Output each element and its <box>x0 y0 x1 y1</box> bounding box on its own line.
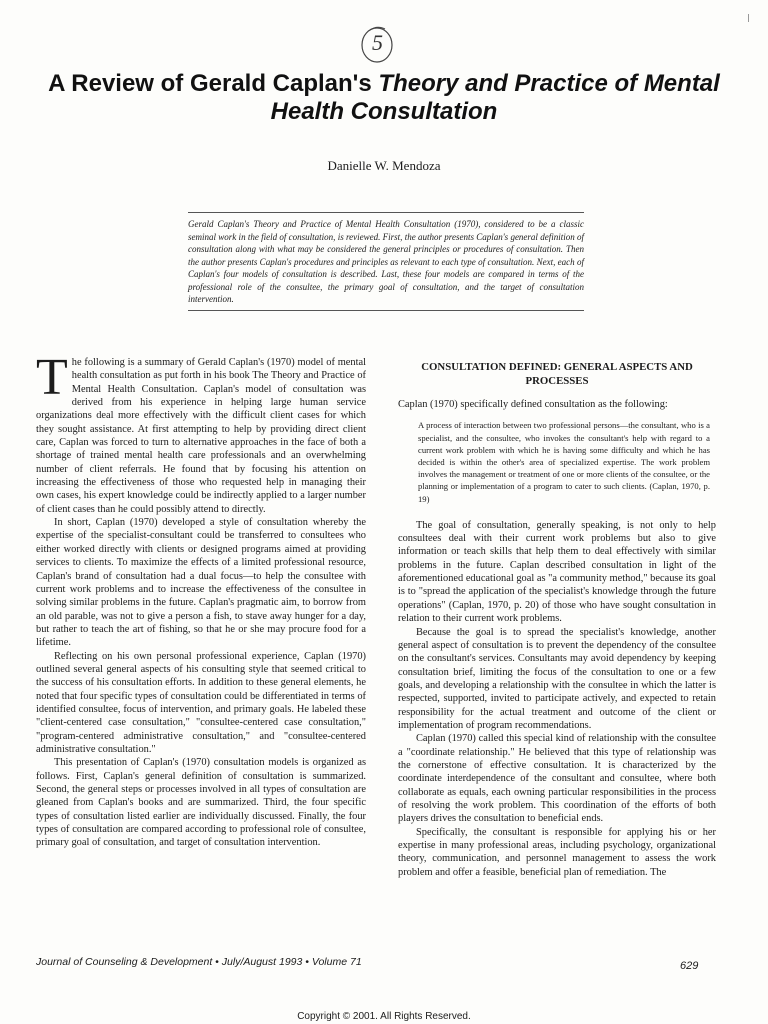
paragraph: This presentation of Caplan's (1970) consultation models is organized as follows. First, Caplan's general definition of consultation is summarized. Second, the general steps or processes involved in all types of consultation are gleaned from Caplan's books and are summarized. Third, the four specific types of consultation listed earlier are individually discussed. Finally, the four types of consultation are compared according to professional role of consultee, primary goal of consultation, and target of consultation intervention. <box>36 757 366 849</box>
abstract: Gerald Caplan's Theory and Practice of Mental Health Consultation (1970), considered to be a classic seminal work in the field of consultation, is reviewed. First, the author presents Caplan's general definition of consultation along with what may be considered the general principles or procedures of consultation. Then the author presents Caplan's procedures and principles as relevant to each type of consultation. Next, each of Caplan's four models of consultation is described. Last, these four models are compared in terms of the professional role of the consultee, the primary goal of consultation, and the target of consultation intervention. <box>188 218 584 311</box>
drop-cap: T <box>36 349 68 406</box>
paragraph: Specifically, the consultant is responsible for applying his or her expertise in many professional areas, including psychology, organizational theory, communication, and personnel management to assess the work problem and offer a feasible, beneficial plan of remediation. The <box>398 826 716 878</box>
title-italic: Theory and Practice of Mental Health Consultation <box>270 70 720 125</box>
paragraph: In short, Caplan (1970) developed a style of consultation whereby the expertise of the specialist-consultant could be transferred to consultees who either worked directly with clients or designed programs aimed at providing services to clients. To maximize the effects of a limited professional resource, Caplan's brand of consultation had a dual focus—to help the consultee with current work problems and to increase the effectiveness of the consultee in solving similar problems in the future. Caplan's pragmatic aim, to borrow from an old parable, was not to give a person a fish, to stave away hunger for a day, but rather to teach the art of fishing, so that he or she may procure food for a lifetime. <box>36 517 366 649</box>
right-column <box>398 356 716 879</box>
paragraph-intro: The following is a summary of Gerald Caplan's (1970) model of mental health consultation as put forth in his book The Theory and Practice of Mental Health Consultation. Caplan's model of consultation was derived from his experience in helping large human service organizations deal more effectively with the difficult client cases for which they sought assistance. At first attempting to help by providing direct client care, Caplan was forced to turn to alternative approaches in the face of both a shortage of trained mental health care professionals and an overwhelming number of client referrals. He found that by focusing his attention on increasing the effectiveness of those who requested help in managing their own cases, his expert knowledge could be indirectly applied to a larger number of client cases than he could possibly attend to directly. <box>36 349 366 515</box>
section-heading: CONSULTATION DEFINED: GENERAL ASPECTS AND PROCESSES <box>421 361 693 387</box>
paragraph: Caplan (1970) called this special kind of relationship with the consultee a "coordinate relationship." He believed that this type of relationship was the cornerstone of effective consultation. It is characterized by the coordinate interdependence of the consultant and consultee, where both collaborate as equals, each owning particular responsibilities in the process of resolving the work problem. This coordination of the efforts of both players drives the consultation to beneficial ends. <box>398 733 716 825</box>
paragraph: Reflecting on his own personal professional experience, Caplan (1970) outlined several general aspects of his consulting style that seemed critical to the success of his consultation efforts. In addition to these general elements, he noted that four specific types of consultation could be differentiated in terms of identified consultee, focus of intervention, and primary goals. He labeled these "client-centered case consultation," "consultee-centered case consultation," "program-centered administrative consultation," and "consultee-centered administrative consultation." <box>36 650 366 755</box>
journal-citation: Journal of Counseling & Development • July/August 1993 • Volume 71 <box>36 956 362 968</box>
margin-mark <box>748 14 749 22</box>
author-name: Danielle W. Mendoza <box>327 158 441 173</box>
title-plain: A Review of Gerald Caplan's <box>48 70 379 97</box>
abstract-top-rule <box>188 212 584 213</box>
left-column <box>36 349 366 850</box>
paragraph: Caplan (1970) specifically defined consultation as the following: <box>398 399 668 410</box>
article-title <box>40 70 728 126</box>
page-number: 629 <box>680 960 699 972</box>
paragraph: Because the goal is to spread the specialist's knowledge, another general aspect of consultation is to prevent the dependency of the consultee on the consultant's services. Consultants may avoid dependency by keeping consultation brief, limiting the focus of the consultation to one or a few goals, and developing a relationship with the consultee in which the latter is respected, supported, invited to participate actively, and expected to retain responsibility for the actual treatment and outcome of the client or implementation of program recommendations. <box>398 626 716 731</box>
copyright-notice: Copyright © 2001. All Rights Reserved. <box>297 1011 471 1022</box>
block-quote: A process of interaction between two professional persons—the consultant, who is a specialist, and the consultee, who invokes the consultant's help with regard to a current work problem with which he is having some difficulty and which he has decided is within the other's area of specialized expertise. The work problem involves the management or treatment of one or more clients of the consultee, or the planning or implementation of a program to cater to such clients. (Caplan, 1970, p. 19) <box>418 420 710 504</box>
handwritten-number: 5 <box>372 30 383 55</box>
paragraph: The goal of consultation, generally speaking, is not only to help consultees deal with their current work problems but also to give information or teach skills that help them to deal effectively with similar problems in the future. Caplan described consultation in light of the aforementioned educational goal as "a community method," because its goal is to "spread the application of the specialist's knowledge through the future operations" (Caplan, 1970, p. 20) of those who have sought consultation in relation to their current work problems. <box>398 519 716 625</box>
